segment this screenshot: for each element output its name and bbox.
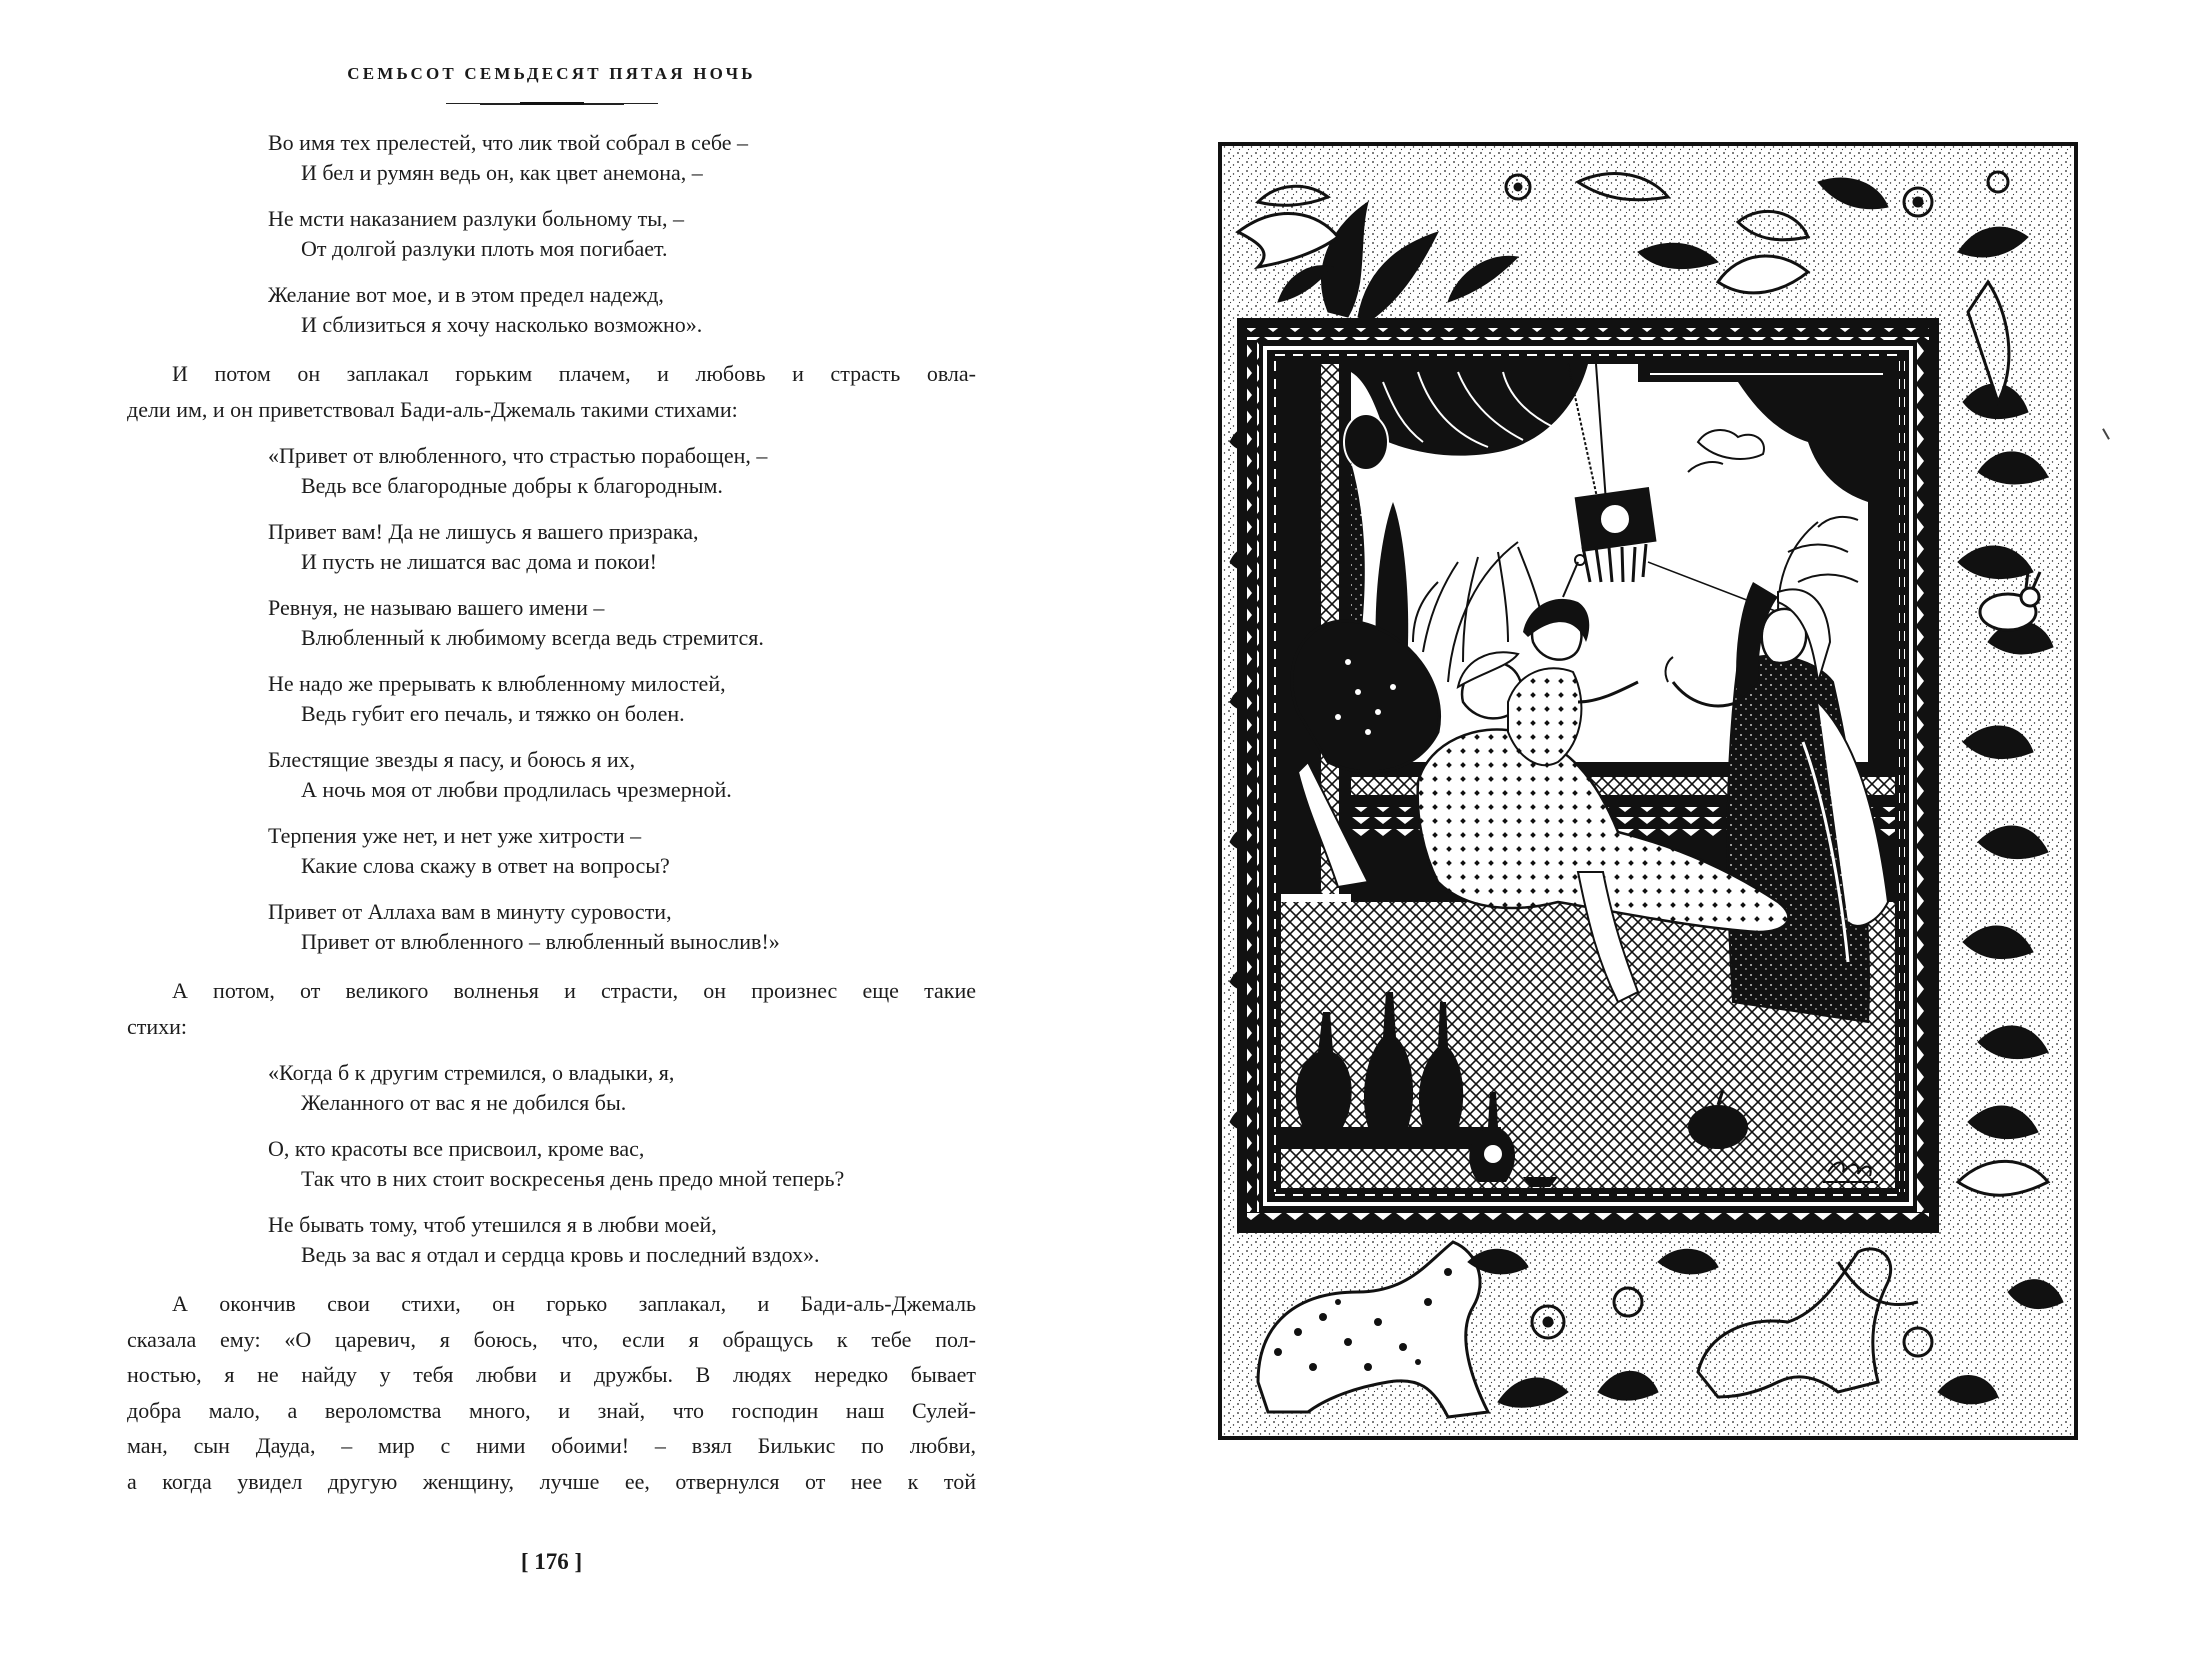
verse-line: Не надо же прерывать к влюбленному милостей, — [268, 671, 726, 696]
prose-line: ман, сын Дауда, – мир с ними обоими! – взял Билькис по любви, — [127, 1433, 976, 1458]
verse-line: От долгой разлуки плоть моя погибает. — [301, 236, 668, 261]
verse-line: О, кто красоты все присвоил, кроме вас, — [268, 1136, 645, 1161]
verse-line: Во имя тех прелестей, что лик твой собрал в себе – — [268, 130, 749, 155]
verse-block — [127, 1058, 976, 1270]
stanza — [268, 821, 976, 881]
running-head: СЕМЬСОТ СЕМЬДЕСЯТ ПЯТАЯ НОЧЬ — [347, 64, 756, 83]
header-rule — [446, 103, 658, 104]
stray-mark — [2102, 428, 2110, 439]
prose-line: добра мало, а вероломства много, и знай, что господин наш Сулей- — [127, 1397, 976, 1423]
text-column — [127, 128, 976, 1509]
verse-line: Желание вот мое, и в этом предел надежд, — [268, 282, 664, 307]
prose-paragraph — [127, 973, 976, 1044]
illustration — [1218, 142, 2078, 1440]
prose-paragraph — [127, 1286, 976, 1499]
page-number: [ 176 ] — [520, 1549, 583, 1574]
stanza — [268, 669, 976, 729]
verse-line: Терпения уже нет, и нет уже хитрости – — [268, 823, 642, 848]
stanza — [268, 517, 976, 577]
verse-line: И бел и румян ведь он, как цвет анемона, – — [301, 160, 703, 185]
verse-line: Так что в них стоит воскресенья день предо мной теперь? — [301, 1166, 845, 1191]
stanza — [268, 1134, 976, 1194]
stanza — [268, 204, 976, 264]
stanza — [268, 745, 976, 805]
stanza — [268, 1058, 976, 1118]
prose-paragraph — [127, 356, 976, 427]
stanza — [268, 897, 976, 957]
stanza — [268, 593, 976, 653]
prose-line: А потом, от великого волненья и страсти, он произнес еще такие — [172, 978, 976, 1003]
prose-line: ностью, я не найду у тебя любви и дружбы. В людях нередко бывает — [127, 1362, 976, 1387]
verse-block — [127, 128, 976, 340]
verse-line: Ведь губит его печаль, и тяжко он болен. — [301, 701, 685, 726]
verse-line: Не бывать тому, чтоб утешился я в любви моей, — [268, 1212, 717, 1237]
miniature-illustration — [1218, 142, 2078, 1440]
verse-line: Влюбленный к любимому всегда ведь стремится. — [301, 625, 764, 650]
stanza — [268, 128, 976, 188]
verse-line: Не мсти наказанием разлуки больному ты, – — [268, 206, 685, 231]
verse-line: Ревнуя, не называю вашего имени – — [268, 595, 605, 620]
prose-line: дели им, и он приветствовал Бади-аль-Джемаль такими стихами: — [127, 396, 738, 422]
stanza — [268, 1210, 976, 1270]
verse-line: Привет вам! Да не лишусь я вашего призрака, — [268, 519, 699, 544]
verse-line: Блестящие звезды я пасу, и боюсь я их, — [268, 747, 636, 772]
stanza — [268, 441, 976, 501]
verse-line: Ведь за вас я отдал и сердца кровь и последний вздох». — [301, 1242, 820, 1267]
prose-line: сказала ему: «О царевич, я боюсь, что, если я обращусь к тебе пол- — [127, 1326, 976, 1352]
prose-line: А окончив свои стихи, он горько заплакал, и Бади-аль-Джемаль — [172, 1291, 976, 1316]
fruit — [1688, 1105, 1748, 1149]
verse-line: «Когда б к другим стремился, о владыки, я, — [268, 1060, 675, 1085]
verse-line: И пусть не лишатся вас дома и покои! — [301, 549, 657, 574]
verse-line: «Привет от влюбленного, что страстью порабощен, – — [268, 443, 768, 468]
verse-line: Привет от Аллаха вам в минуту суровости, — [268, 899, 672, 924]
stanza — [268, 280, 976, 340]
verse-line: А ночь моя от любви продлилась чрезмерной. — [301, 777, 732, 802]
verse-line: Желанного от вас я не добился бы. — [301, 1090, 627, 1115]
prose-line: стихи: — [127, 1013, 188, 1039]
prose-line: И потом он заплакал горьким плачем, и любовь и страсть овла- — [172, 361, 976, 386]
verse-block — [127, 441, 976, 957]
left-page — [0, 0, 1102, 1654]
prose-line: а когда увидел другую женщину, лучше ее, отвернулся от нее к той — [127, 1468, 976, 1494]
verse-line: Ведь все благородные добры к благородным. — [301, 473, 723, 498]
right-page — [1102, 0, 2205, 1654]
verse-line: И сблизиться я хочу насколько возможно». — [301, 312, 703, 337]
verse-line: Какие слова скажу в ответ на вопросы? — [301, 853, 670, 878]
verse-line: Привет от влюбленного – влюбленный вынослив!» — [301, 929, 780, 954]
